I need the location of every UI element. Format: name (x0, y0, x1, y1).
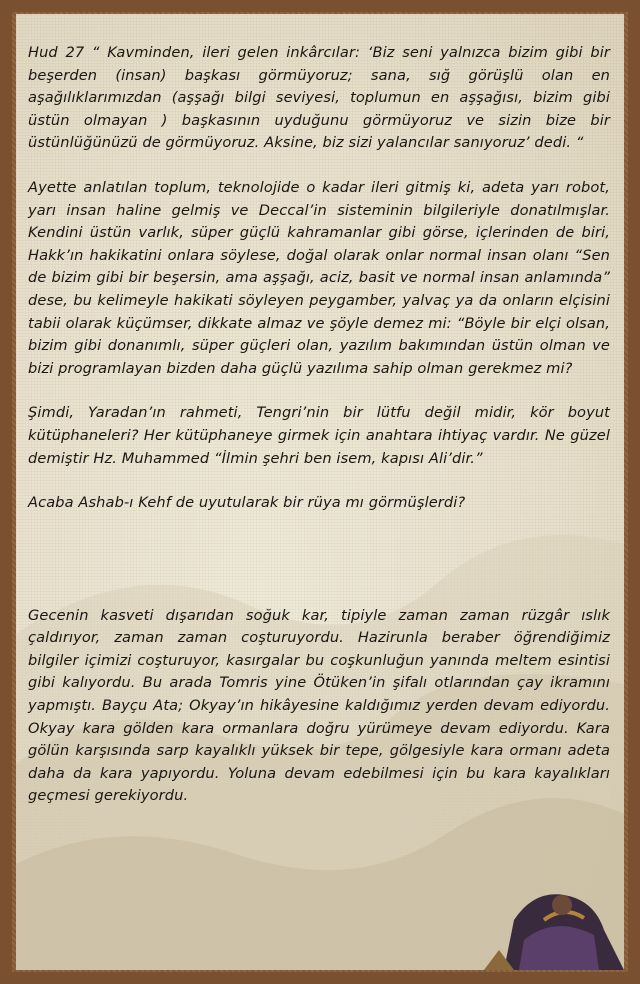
question-paragraph: Acaba Ashab-ı Kehf de uyutularak bir rüya mı görmüşlerdi? (28, 494, 466, 512)
warrior-figure-illustration (484, 860, 624, 970)
library-paragraph: Şimdi, Yaradan’ın rahmeti, Tengri’nin bir lütfu değil midir, kör boyut kütüphaneleri? Her kütüphaneye girmek için anahtara ihtiyaç vardır. Ne güzel demiştir Hz. Muhammed “İlmin şehri ben isem, kapısı Ali’dir.” (28, 404, 610, 467)
story-paragraph: Gecenin kasveti dışarıdan soğuk kar, tipiyle zaman zaman rüzgâr ıslık çaldırıyor, zaman zaman coşturuyordu. Hazirunla beraber öğrendiğimiz bilgiler içimizi coşturuyor, kasırgalar bu coşkunluğun yanında meltem esintisi gibi kalıyordu. Bu arada Tomris yine Ötüken’in şifalı otlarından çay ikramını yapmıştı. Bayçu Ata; Okyay’ın hikâyesine kaldığımız yerden devam ediyordu. Okyay kara gölden kara ormanlara doğru yürümeye devam ediyordu. Kara gölün karşısında sarp kayalıklı yüksek bir tepe, gölgesiyle kara ormanı adeta daha da kara yapıyordu. Yoluna devam edebilmesi için bu kara kayalıkları geçmesi gerekiyordu. (28, 606, 610, 805)
quote-paragraph: Hud 27 “ Kavminden, ileri gelen inkârcılar: ‘Biz seni yalnızca bizim gibi bir beşerden (insan) başkası görmüyoruz; sana, sığ görüşlü olan en aşağılıklarımızdan (aşşağı bilgi seviyesi, toplumun en aşşağısı, bizim gibi üstün olmayan ) başkasının uyduğunu görmüyoruz ve sizin bize bir üstünlüğünüzü de görmüyoruz. Aksine, biz sizi yalancılar sanıyoruz’ dedi. “ (28, 44, 610, 152)
paper-page (16, 14, 624, 970)
commentary-paragraph: Ayette anlatılan toplum, teknolojide o kadar ileri gitmiş ki, adeta yarı robot, yarı insan haline gelmiş ve Deccal’in sisteminin bilgileriyle donatılmışlar. Kendini üstün varlık, süper güçlü kahramanlar gibi görse, içlerinden de biri, Hakk’ın hakikatini onlara söylese, doğal olarak onlar normal insan olanı “Sen de bizim gibi bir beşersin, ama aşşağı, aciz, basit ve normal insan anlamında” dese, bu kelimeyle hakikati söyleyen peygamber, yalvaç ya da onların elçisini tabii olarak küçümser, dikkate almaz ve şöyle demez mi: “Böyle bir elçi olsan, bizim gibi donanımlı, süper güçleri olan, yazılım bakımından üstün olman ve bizi programlayan bizden daha güçlü yazılıma sahip olman gerekmez mi? (28, 178, 610, 377)
story-text (28, 42, 610, 808)
